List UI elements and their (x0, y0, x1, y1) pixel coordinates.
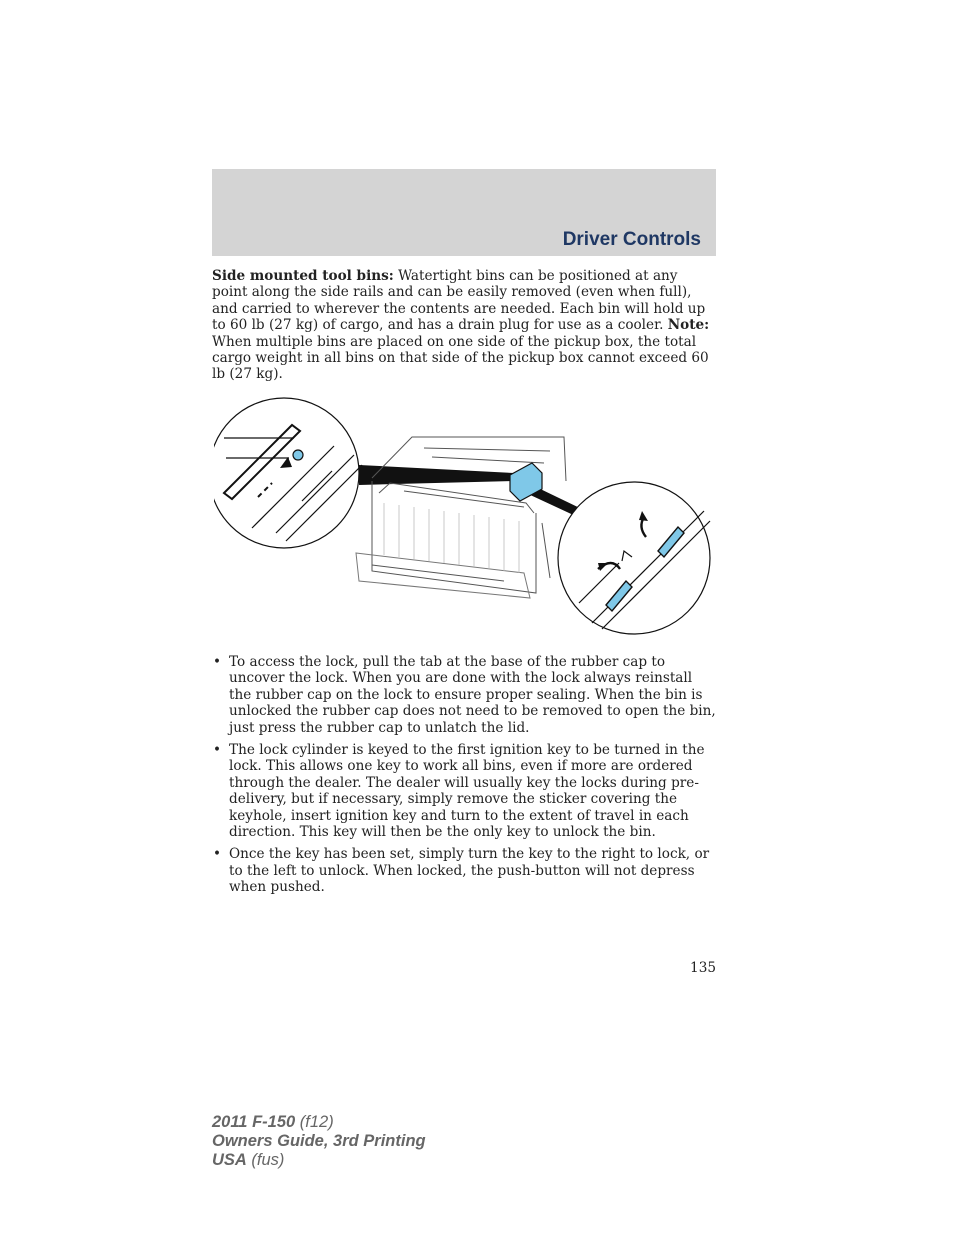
list-item: • The lock cylinder is keyed to the first ignition key to be turned in the lock. This allows one key to work all bins, even if more are ordered through the dealer. The dealer will usually key the locks during pre-delivery, but if necessary, simply remove the sticker covering the keyhole, insert ignition key and turn to the extent of travel in each direction. This key will then be the only key to unlock the bin. (212, 742, 716, 840)
intro-note-label: Note: (667, 317, 710, 334)
section-header-band (212, 169, 716, 256)
lock-detail-circle (214, 398, 359, 548)
intro-text-2: When multiple bins are placed on one side of the pickup box, the total cargo weight in all bins on that side of the pickup box cannot exceed 60 lb (27 kg). (212, 333, 709, 383)
section-title: Driver Controls (562, 229, 701, 250)
lock-cap-icon (293, 450, 303, 460)
tool-bin-illustration (214, 393, 714, 638)
footer-line-1: 2011 F-150 (f12) (212, 1113, 334, 1131)
latch-detail-circle (558, 482, 710, 634)
pickup-box-drawing (356, 437, 566, 598)
document-footer (212, 1113, 426, 1170)
list-item: • Once the key has been set, simply turn the key to the right to lock, or to the left to unlock. When locked, the push-button will not depress when pushed. (212, 846, 716, 895)
footer-line-3: USA (fus) (212, 1151, 285, 1169)
list-item: • To access the lock, pull the tab at the base of the rubber cap to uncover the lock. When you are done with the lock always reinstall the rubber cap on the lock to ensure proper sealing. When the bin is unlocked the rubber cap does not need to be removed to open the bin, just press the rubber cap to unlatch the lid. (212, 654, 716, 736)
footer-line-2: Owners Guide, 3rd Printing (212, 1132, 426, 1150)
page-number: 135 (690, 960, 716, 976)
intro-lead: Side mounted tool bins: (212, 268, 394, 284)
bullet-list (212, 654, 716, 902)
tailgate-ribs (384, 503, 519, 573)
intro-text-1: Watertight bins can be positioned at any point along the side rails and can be easily removed (even when full), and carried to wherever the contents are needed. Each bin will hold up to 60 lb (27 kg) of cargo, and has a drain plug for use as a cooler. (212, 268, 706, 334)
intro-paragraph (212, 268, 716, 383)
